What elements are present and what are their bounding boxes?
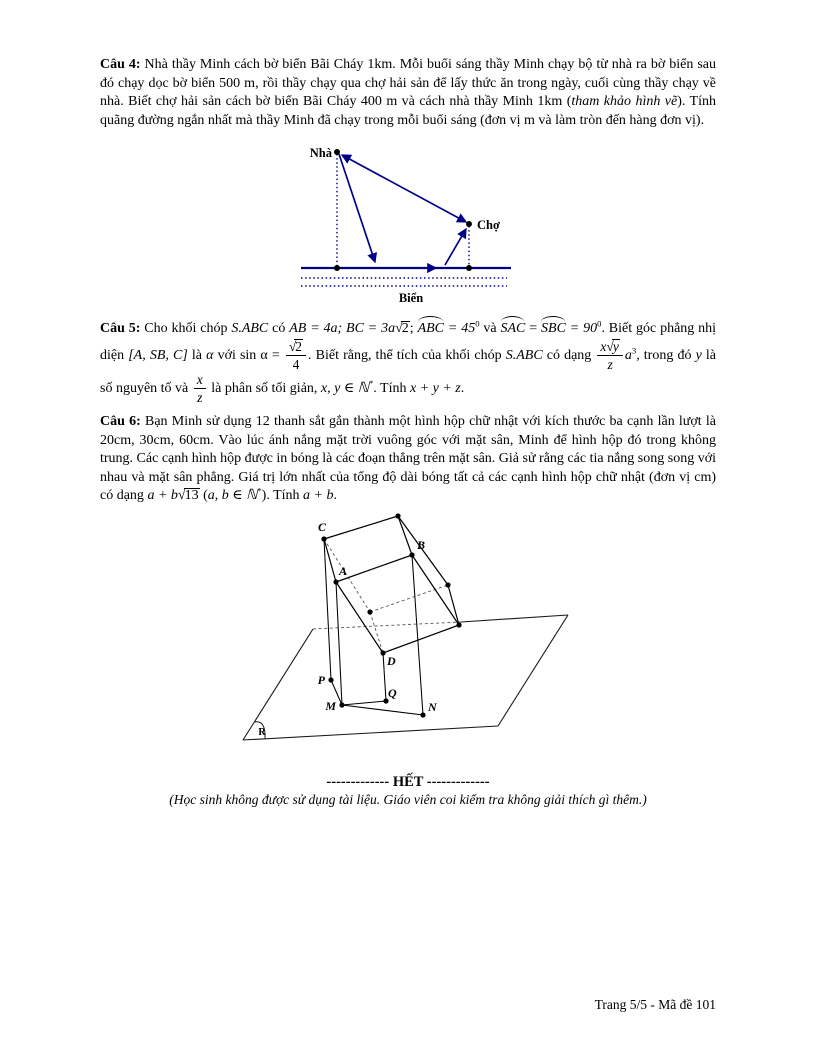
label-C: C [317, 519, 326, 534]
q5-s12: . Tính [373, 380, 410, 396]
ray-A-M [336, 582, 342, 705]
dot-E [445, 582, 450, 587]
label-Q: Q [388, 685, 397, 700]
q5-s11: là phân số tối giản, [207, 380, 321, 396]
q5-fraction-xsqrty-z [597, 339, 622, 372]
q6-star: * [257, 485, 262, 496]
question-5 [100, 317, 716, 405]
dot-C [321, 536, 326, 541]
dot-P [328, 677, 333, 682]
ray-D-Q [383, 653, 386, 701]
q6-expr: a + b [147, 488, 178, 504]
edge-T-B [398, 516, 412, 555]
q5-eq2: = 45 [444, 321, 476, 336]
edge-G-E [448, 585, 459, 625]
q5-s1: Cho khối chóp [140, 321, 232, 336]
q5-f1-num [286, 339, 306, 356]
q5-s7: . Biết rằng, thể tích của khối chóp [308, 347, 506, 363]
edge-B-A [336, 555, 412, 582]
edge-C-T [324, 516, 398, 539]
q6-set-condition: a, b ∈ ℕ [207, 488, 258, 504]
label-B: B [417, 537, 426, 552]
q6-paren-open: ( [199, 488, 208, 504]
dot-M [339, 702, 344, 707]
q4-text-a: Nhà thầy Minh cách bờ biển Bãi Cháy 1km. Mỗi buổi sáng thầy Minh chạy bộ từ nhà ra bờ biển sau đó chạy dọc bờ biển 500 m, rồi thầy chạy qua chợ hải sản để lấy thức ăn trong ngày, cuối cùng thầy chạy về nhà. Biết chợ hải sản cách bờ biển Bãi Cháy 400 m và cách nhà thầy Minh 1km ( [100, 57, 716, 109]
q5-alpha: α [206, 347, 214, 363]
q5-f2-x: x [600, 338, 607, 354]
sqrt-sign: √ [288, 338, 296, 354]
shadow-M-Q [342, 701, 386, 705]
market-dot [466, 221, 472, 227]
q5-s10: là số nguyên tố và [100, 347, 716, 396]
q5-pyramid-name-2: S.ABC [505, 347, 543, 363]
box-solid-edges [324, 516, 459, 653]
market-label: Chợ [477, 218, 500, 232]
q5-angle-SAC: SAC [501, 318, 526, 339]
q6-s3: . [333, 488, 337, 504]
q5-deg-0b: 0 [597, 318, 602, 329]
house-projection-dot [334, 265, 340, 271]
label-D: D [387, 653, 396, 668]
q5-s3: và [479, 321, 501, 336]
question-6 [100, 413, 716, 506]
label-R: R [258, 726, 266, 738]
label-M: M [325, 698, 336, 713]
route-market-to-house [342, 155, 466, 222]
dot-N [420, 712, 425, 717]
dot-G [456, 622, 461, 627]
q5-f1-den: 4 [292, 356, 300, 372]
q5-dihedral-bracket: [A, SB, C] [128, 347, 188, 363]
dot-A [333, 579, 338, 584]
q5-set-condition: x, y ∈ ℕ [320, 380, 369, 396]
edge-B-G [412, 555, 459, 625]
q6-expr2: a + b [303, 488, 334, 504]
sqrt-sign: √ [606, 338, 613, 354]
label-P: P [317, 672, 325, 687]
ground-plane [243, 615, 568, 740]
q5-s8: có dạng [542, 347, 596, 363]
q5-s2: có [268, 321, 290, 336]
q5-f2-radicand-y: y [612, 338, 619, 354]
q5-s5: là [187, 347, 207, 363]
question-6-label: Câu 6: [100, 414, 141, 430]
shadow-M-N [342, 705, 423, 715]
q5-angle-SBC: SBC [541, 318, 566, 339]
q5-f1-radicand: 2 [295, 338, 303, 354]
figure-box-shadow [233, 512, 716, 762]
q5-eq4: = 90 [565, 321, 598, 336]
question-4-label: Câu 4: [100, 57, 141, 72]
q5-pyramid-name: S.ABC [231, 321, 269, 336]
q5-s9: , trong đó [636, 347, 696, 363]
exam-note: (Học sinh không được sử dụng tài liệu. Giáo viên coi kiểm tra không giải thích gì thêm.) [169, 791, 647, 807]
q5-eq3: = [525, 321, 542, 336]
q5-star: * [368, 378, 374, 389]
q5-fraction-sqrt2-4 [286, 339, 306, 372]
q5-f3-den: z [197, 390, 203, 406]
sqrt-sign: √ [177, 488, 185, 504]
sqrt-sign: √ [395, 321, 402, 336]
q5-semi: ; [409, 321, 418, 336]
q6-paren-close: ) [261, 488, 267, 504]
label-A: A [339, 563, 348, 578]
q5-f2-den-z: z [607, 356, 613, 372]
dot-top [395, 513, 400, 518]
q5-deg-0: 0 [475, 318, 480, 329]
q5-s13: . [460, 380, 465, 396]
edge-D-G [383, 625, 459, 653]
q5-f2-num [597, 339, 622, 356]
plane-bottom-edge [243, 726, 498, 740]
dot-B [409, 552, 414, 557]
dot-H [367, 609, 372, 614]
q5-exp-3: 3 [631, 344, 637, 355]
sea-label: Biển [398, 291, 424, 305]
question-4 [100, 56, 716, 130]
end-marker: ------------- HẾT ------------- [326, 773, 490, 790]
edge-H-D [370, 612, 383, 653]
plane-left-edge [243, 629, 313, 740]
ray-B-N [412, 555, 423, 715]
edge-H-E [370, 585, 448, 612]
route-shore-to-market [445, 229, 466, 265]
q5-fraction-x-z [194, 372, 206, 405]
q4-italic-note: tham khảo hình vẽ [571, 94, 678, 109]
box-shadow-svg [233, 512, 578, 757]
question-5-label: Câu 5: [100, 321, 141, 336]
page-content [100, 56, 716, 808]
q6-text: Bạn Minh sử dụng 12 thanh sắt gắn thành một hình hộp chữ nhật với kích thước ba cạnh lần lượt là 20cm, 30cm, 60cm. Vào lúc ánh nắng mặt trời vuông góc với mặt sân, Minh để hình hộp đó trong không trung. Các cạnh hình hộp được in bóng là các đoạn thẳng trên mặt sân. Giả sử rằng các tia nắng song song với nhau và mặt sân phẳng. Giá trị lớn nhất của tổng độ dài bóng tất cả các cạnh hình hộp chữ nhật (đơn vị cm) có dạng [100, 414, 716, 504]
beach-route-svg [290, 140, 530, 310]
q5-y-var: y [695, 347, 702, 363]
dot-D [380, 650, 385, 655]
figure-beach-route [290, 140, 716, 315]
house-label: Nhà [309, 146, 332, 160]
q5-angle-ABC: ABC [418, 318, 444, 339]
edge-A-D [336, 582, 383, 653]
q5-sum-expr: x + y + z [409, 380, 461, 396]
house-dot [334, 149, 340, 155]
q5-a-var: a [624, 347, 632, 363]
q5-eq1: AB = 4a; BC = 3a [289, 321, 396, 336]
plane-top-edge [461, 615, 568, 622]
q5-s4: . Biết góc phẳng nhị diện [100, 321, 717, 363]
q4-text-b: ). Tính quãng đường ngắn nhất mà thầy Minh đã chạy trong mỗi buổi sáng (đơn vị m và làm tròn đến hàng đơn vị). [100, 94, 716, 128]
q5-s6: với sin α = [213, 347, 284, 363]
q5-f3-num: x [194, 372, 206, 389]
q6-radicand-13: 13 [184, 488, 199, 504]
q5-rad1: 2 [401, 321, 409, 336]
market-projection-dot [466, 265, 472, 271]
plane-right-edge [498, 615, 568, 726]
plane-top-edge-hidden [313, 622, 461, 629]
page-footer: Trang 5/5 - Mã đề 101 [594, 997, 716, 1012]
q6-s2: . Tính [266, 488, 304, 504]
label-N: N [428, 699, 437, 714]
